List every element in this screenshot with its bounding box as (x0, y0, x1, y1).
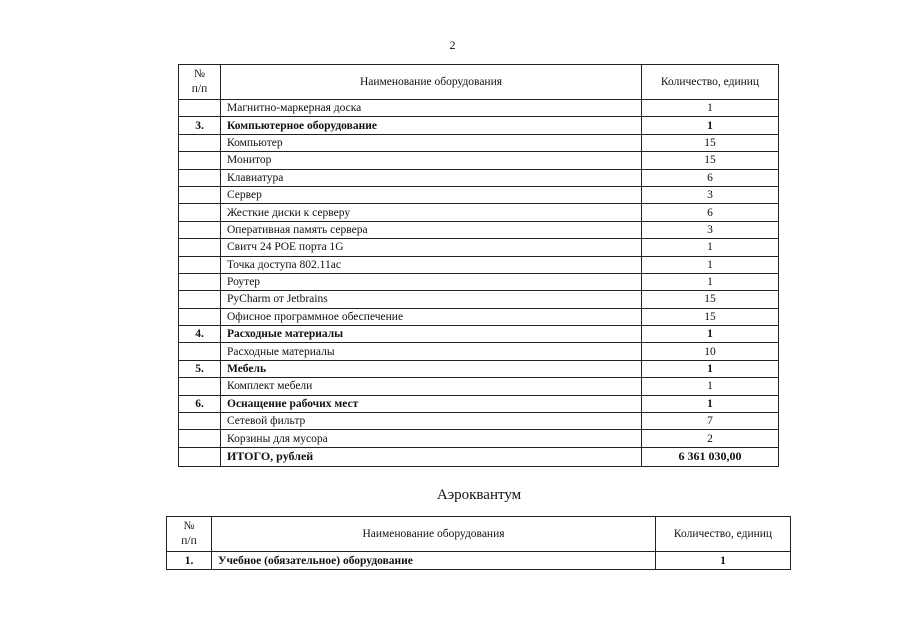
table-header-row (179, 65, 779, 100)
quantity: 1 (642, 100, 779, 117)
column-header-quantity: Количество, единиц (642, 65, 779, 100)
table-row (179, 430, 779, 447)
quantity: 1 (642, 360, 779, 377)
equipment-name: Монитор (221, 152, 642, 169)
quantity: 1 (642, 273, 779, 290)
table-row (179, 343, 779, 360)
quantity: 1 (642, 395, 779, 412)
row-number: 3. (179, 117, 221, 134)
equipment-name: Мебель (221, 360, 642, 377)
equipment-name: Точка доступа 802.11ac (221, 256, 642, 273)
table-row (179, 378, 779, 395)
total-label: ИТОГО, рублей (221, 447, 642, 466)
equipment-name: Магнитно-маркерная доска (221, 100, 642, 117)
table-row (179, 117, 779, 134)
table-row (179, 186, 779, 203)
row-number (179, 413, 221, 430)
row-number (179, 273, 221, 290)
equipment-name: Корзины для мусора (221, 430, 642, 447)
row-number (179, 343, 221, 360)
total-number-cell (179, 447, 221, 466)
column-header-quantity: Количество, единиц (656, 517, 791, 552)
table-row (179, 152, 779, 169)
row-number: 1. (167, 552, 212, 570)
row-number: 4. (179, 326, 221, 343)
aeroquantum-equipment-table (166, 516, 791, 570)
equipment-name: Сервер (221, 186, 642, 203)
table-row (179, 395, 779, 412)
row-number (179, 256, 221, 273)
equipment-name: Расходные материалы (221, 343, 642, 360)
table-row (179, 273, 779, 290)
table-row (179, 169, 779, 186)
column-header-number-line1: № (194, 68, 205, 80)
table-row (179, 308, 779, 325)
row-number (179, 221, 221, 238)
equipment-table (178, 64, 779, 467)
quantity: 1 (642, 326, 779, 343)
equipment-name: Компьютер (221, 134, 642, 151)
table-row (179, 134, 779, 151)
column-header-number-line2: п/п (181, 535, 197, 547)
equipment-name: Офисное программное обеспечение (221, 308, 642, 325)
column-header-number-line2: п/п (191, 83, 208, 95)
column-header-number (179, 65, 221, 100)
equipment-name: Компьютерное оборудование (221, 117, 642, 134)
quantity: 15 (642, 134, 779, 151)
table-row (179, 291, 779, 308)
table-row (179, 413, 779, 430)
row-number (179, 169, 221, 186)
row-number (179, 378, 221, 395)
row-number (179, 204, 221, 221)
equipment-name: Учебное (обязательное) оборудование (212, 552, 656, 570)
total-row (179, 447, 779, 466)
table-row (179, 239, 779, 256)
table-header-row (167, 517, 791, 552)
table-row (179, 326, 779, 343)
quantity: 6 (642, 169, 779, 186)
total-value: 6 361 030,00 (642, 447, 779, 466)
quantity: 6 (642, 204, 779, 221)
table-row (179, 360, 779, 377)
equipment-name: Клавиатура (221, 169, 642, 186)
equipment-name: Оснащение рабочих мест (221, 395, 642, 412)
equipment-name: Расходные материалы (221, 326, 642, 343)
quantity: 1 (642, 378, 779, 395)
table-row (179, 100, 779, 117)
row-number: 5. (179, 360, 221, 377)
row-number (179, 152, 221, 169)
quantity: 7 (642, 413, 779, 430)
column-header-number (167, 517, 212, 552)
row-number (179, 308, 221, 325)
row-number (179, 134, 221, 151)
row-number (179, 430, 221, 447)
quantity: 3 (642, 221, 779, 238)
row-number (179, 100, 221, 117)
quantity: 3 (642, 186, 779, 203)
equipment-name: Комплект мебели (221, 378, 642, 395)
column-header-name: Наименование оборудования (221, 65, 642, 100)
quantity: 10 (642, 343, 779, 360)
equipment-name: Оперативная память сервера (221, 221, 642, 238)
equipment-name: Роутер (221, 273, 642, 290)
equipment-name: Жесткие диски к серверу (221, 204, 642, 221)
row-number (179, 291, 221, 308)
row-number (179, 186, 221, 203)
row-number: 6. (179, 395, 221, 412)
quantity: 1 (642, 256, 779, 273)
quantity: 15 (642, 152, 779, 169)
table-row (179, 256, 779, 273)
quantity: 15 (642, 308, 779, 325)
quantity: 1 (642, 117, 779, 134)
quantity: 1 (642, 239, 779, 256)
quantity: 15 (642, 291, 779, 308)
equipment-name: PyCharm от Jetbrains (221, 291, 642, 308)
table-row (167, 552, 791, 570)
quantity: 2 (642, 430, 779, 447)
row-number (179, 239, 221, 256)
quantity: 1 (656, 552, 791, 570)
page-number: 2 (449, 38, 456, 52)
equipment-name: Сетевой фильтр (221, 413, 642, 430)
table-row (179, 204, 779, 221)
table-row (179, 221, 779, 238)
column-header-name: Наименование оборудования (212, 517, 656, 552)
equipment-name: Свитч 24 POE порта 1G (221, 239, 642, 256)
section-heading: Аэроквантум (436, 487, 522, 503)
column-header-number-line1: № (183, 520, 195, 532)
